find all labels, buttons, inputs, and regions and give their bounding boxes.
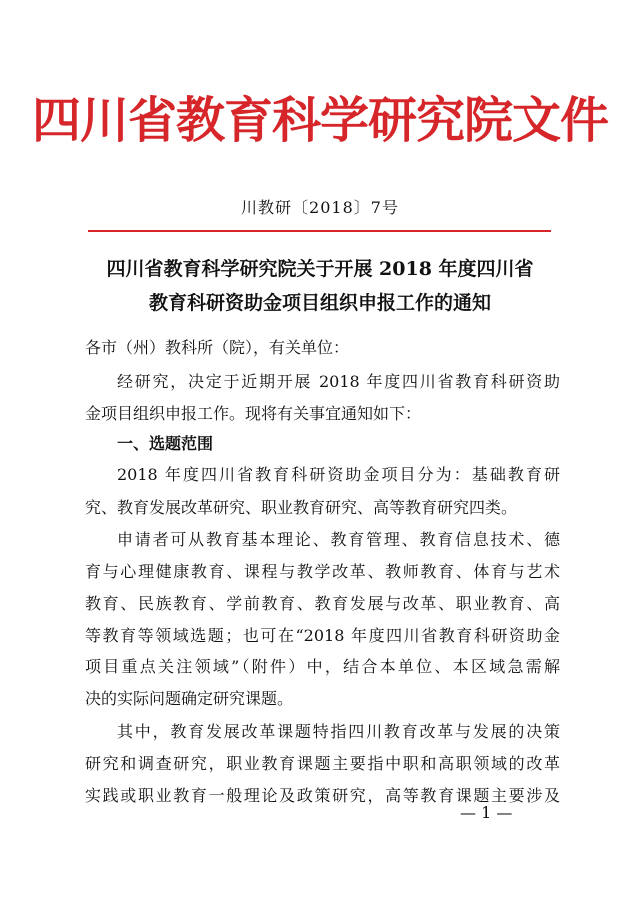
para3-line-2: 研究和调查研究，职业教育课题主要指中职和高职领域的改革 (85, 754, 560, 773)
document-header-title: 四川省教育科学研究院文件 (31, 91, 608, 149)
red-separator-line (88, 230, 551, 232)
para2-line-4: 等教育等领域选题；也可在“2018 年度四川省教育科研资助金 (85, 626, 560, 645)
para2-line-6: 决的实际问题确定研究课题。 (85, 689, 294, 708)
para3-line-1: 其中，教育发展改革课题特指四川教育改革与发展的决策 (117, 722, 560, 741)
document-number: 川教研〔2018〕7号 (241, 198, 399, 217)
notice-title-line-2: 教育科研资助金项目组织申报工作的通知 (148, 292, 491, 314)
para2-line-1: 申请者可从教育基本理论、教育管理、教育信息技术、德 (117, 530, 560, 549)
page-number: — 1 — (460, 803, 513, 822)
para2-line-5: 项目重点关注领域”（附件）中，结合本单位、本区域急需解 (85, 657, 560, 676)
para1-line-2: 究、教育发展改革研究、职业教育研究、高等教育研究四类。 (85, 498, 518, 517)
section-heading: 一、选题范围 (117, 434, 214, 453)
para2-line-2: 育与心理健康教育、课程与教学改革、教师教育、体育与艺术 (85, 562, 560, 581)
para2-line-3: 教育、民族教育、学前教育、教育发展与改革、职业教育、高 (85, 594, 560, 613)
intro-line-1: 经研究，决定于近期开展 2018 年度四川省教育科研资助 (117, 372, 560, 391)
notice-title-line-1: 四川省教育科学研究院关于开展 2018 年度四川省 (106, 258, 534, 280)
salutation: 各市（州）教科所（院），有关单位： (85, 338, 350, 357)
intro-line-2: 金项目组织申报工作。现将有关事宜通知如下： (85, 404, 422, 423)
para1-line-1: 2018 年度四川省教育科研资助金项目分为：基础教育研 (117, 465, 560, 484)
para3-line-3: 实践或职业教育一般理论及政策研究，高等教育课题主要涉及 (85, 786, 560, 805)
